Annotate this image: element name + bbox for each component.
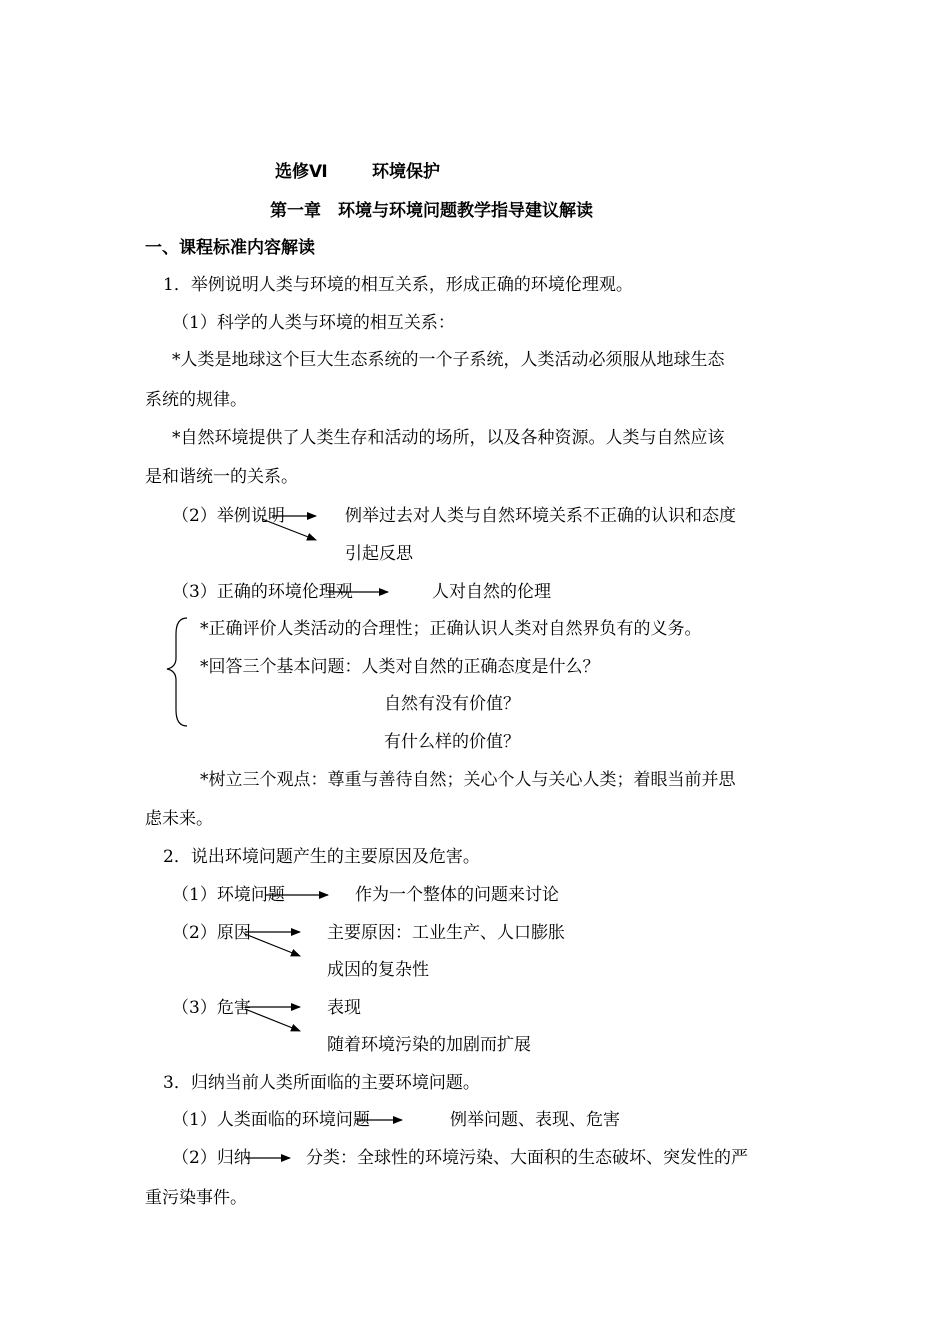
item1-p2-line2: 是和谐统一的关系。 bbox=[145, 467, 298, 487]
section-heading: 一、课程标准内容解读 bbox=[145, 238, 315, 258]
item1-p1-line2: 系统的规律。 bbox=[145, 390, 247, 410]
item2-sub3-target2: 随着环境污染的加剧而扩展 bbox=[327, 1035, 531, 1055]
item3-sub2-target-line1: 分类：全球性的环境污染、大面积的生态破坏、突发性的严 bbox=[306, 1148, 748, 1168]
item1-p3-line2: 虑未来。 bbox=[145, 809, 213, 829]
item1-p1-line1: *人类是地球这个巨大生态系统的一个子系统，人类活动必须服从地球生态 bbox=[172, 350, 725, 370]
item2-sub2-target1: 主要原因：工业生产、人口膨胀 bbox=[327, 923, 565, 943]
item2-sub2-label: （2）原因 bbox=[172, 923, 251, 943]
item1-sub2-label: （2）举例说明 bbox=[172, 506, 285, 526]
arrow-item2-sub3-b bbox=[245, 1009, 300, 1031]
item3-sub1-target: 例举问题、表现、危害 bbox=[450, 1110, 620, 1130]
brace-line-3: 自然有没有价值？ bbox=[384, 694, 520, 714]
item3-sub2-target-line2: 重污染事件。 bbox=[145, 1188, 247, 1208]
item1-sub3-target: 人对自然的伦理 bbox=[432, 582, 551, 602]
item1-sub2-target2: 引起反思 bbox=[345, 544, 413, 564]
item2-sub1-target: 作为一个整体的问题来讨论 bbox=[355, 885, 559, 905]
item3-sub1-label: （1）人类面临的环境问题 bbox=[172, 1110, 370, 1130]
arrow-item2-sub2-b bbox=[245, 934, 300, 956]
item2-sub3-target1: 表现 bbox=[327, 998, 361, 1018]
item2-sub3-label: （3）危害 bbox=[172, 998, 251, 1018]
item3-heading: 3．归纳当前人类所面临的主要环境问题。 bbox=[163, 1073, 480, 1093]
brace-shape bbox=[167, 618, 187, 726]
item2-sub1-label: （1）环境问题 bbox=[172, 885, 285, 905]
item2-heading: 2．说出环境问题产生的主要原因及危害。 bbox=[163, 847, 480, 867]
item1-heading: 1．举例说明人类与环境的相互关系，形成正确的环境伦理观。 bbox=[163, 275, 633, 295]
brace-line-1: *正确评价人类活动的合理性；正确认识人类对自然界负有的义务。 bbox=[200, 619, 702, 639]
item1-p3-line1: *树立三个观点：尊重与善待自然；关心个人与关心人类；着眼当前并思 bbox=[200, 770, 736, 790]
arrow-item1-sub2-b bbox=[262, 519, 316, 540]
brace-line-4: 有什么样的价值？ bbox=[384, 732, 520, 752]
item3-sub2-label: （2）归纳 bbox=[172, 1148, 251, 1168]
item1-sub2-target1: 例举过去对人类与自然环境关系不正确的认识和态度 bbox=[345, 506, 736, 526]
item2-sub2-target2: 成因的复杂性 bbox=[327, 960, 429, 980]
title-course: 选修Ⅵ bbox=[275, 162, 328, 182]
brace-line-2: *回答三个基本问题：人类对自然的正确态度是什么？ bbox=[200, 657, 600, 677]
item1-p2-line1: *自然环境提供了人类生存和活动的场所，以及各种资源。人类与自然应该 bbox=[172, 428, 725, 448]
chapter-title: 第一章 环境与环境问题教学指导建议解读 bbox=[270, 201, 593, 221]
title-subject: 环境保护 bbox=[372, 162, 440, 182]
item1-sub3-label: （3）正确的环境伦理观 bbox=[172, 582, 353, 602]
item1-sub1: （1）科学的人类与环境的相互关系： bbox=[172, 313, 455, 333]
